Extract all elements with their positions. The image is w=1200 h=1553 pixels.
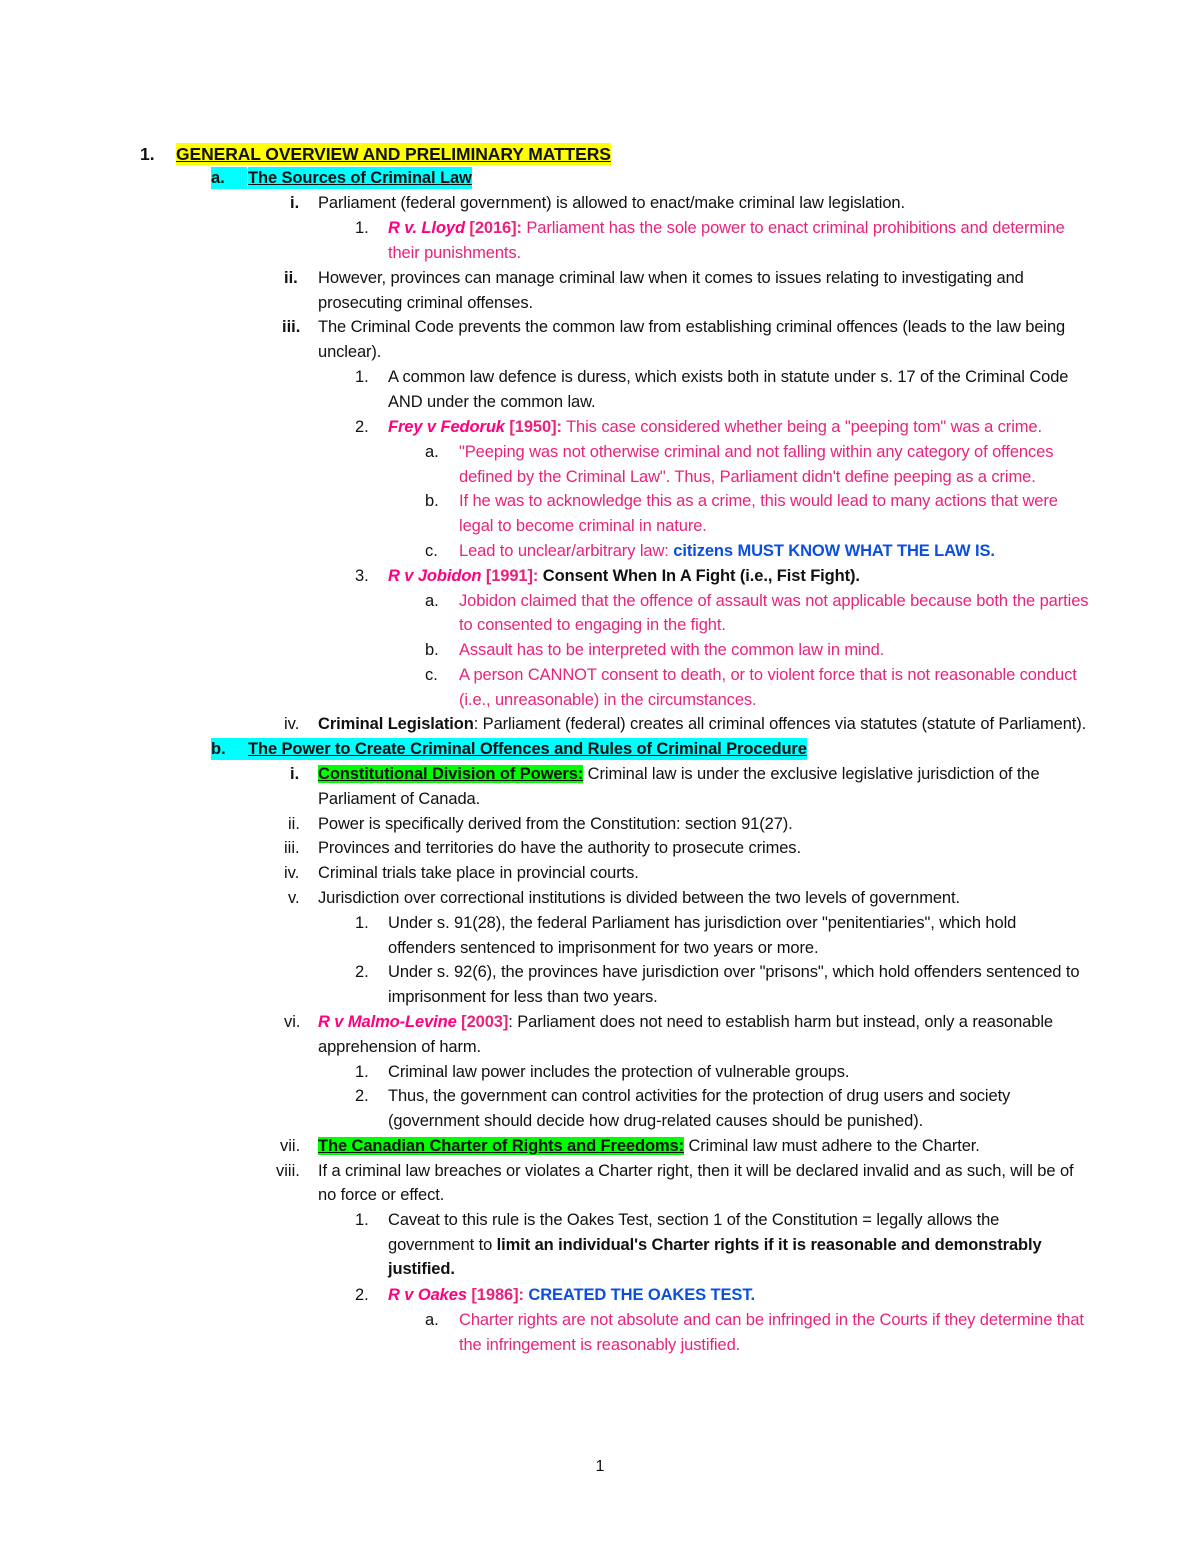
emphasis-text-cont: justified. bbox=[388, 1260, 455, 1278]
list-item-text-cont: (i.e., unreasonable) in the circumstances. bbox=[459, 691, 757, 709]
list-item-text: Jurisdiction over correctional institutions is divided between the two levels of government. bbox=[318, 889, 960, 907]
list-item-text: Caveat to this rule is the Oakes Test, section 1 of the Constitution = legally allows the bbox=[388, 1211, 1000, 1229]
emphasis-text: limit an individual's Charter rights if it is reasonable and demonstrably bbox=[496, 1236, 1042, 1254]
item-label: Constitutional Division of Powers: bbox=[318, 765, 584, 783]
item-marker: 1. bbox=[355, 368, 369, 386]
item-marker: a. bbox=[425, 443, 439, 461]
item-marker: 1. bbox=[355, 1211, 369, 1229]
list-item-text: Thus, the government can control activities for the protection of drug users and society bbox=[388, 1087, 1011, 1105]
list-item-text-cont: the infringement is reasonably justified. bbox=[459, 1336, 741, 1354]
item-marker: 2. bbox=[355, 418, 369, 436]
case-text-cont: their punishments. bbox=[388, 244, 522, 262]
list-item-text-cont: (government should decide how drug-related causes should be punished). bbox=[388, 1112, 924, 1130]
list-item-text: Criminal law must adhere to the Charter. bbox=[683, 1137, 980, 1155]
item-marker: b. bbox=[425, 492, 439, 510]
section-a-title: The Sources of Criminal Law bbox=[248, 169, 472, 187]
list-item-text-cont: legal to become criminal in nature. bbox=[459, 517, 707, 535]
item-marker: a. bbox=[425, 1311, 439, 1329]
list-item-text: Parliament (federal government) is allowed to enact/make criminal law legislation. bbox=[318, 194, 905, 212]
list-item-text: "Peeping was not otherwise criminal and not falling within any category of offences bbox=[459, 443, 1054, 461]
item-marker: viii. bbox=[276, 1162, 300, 1180]
list-item-text-cont: apprehension of harm. bbox=[318, 1038, 482, 1056]
emphasis-text: citizens MUST KNOW WHAT THE LAW IS. bbox=[673, 542, 995, 560]
item-marker: 2. bbox=[355, 963, 369, 981]
page-number: 1 bbox=[595, 1458, 605, 1475]
item-marker: iii. bbox=[284, 839, 300, 857]
item-marker: c. bbox=[425, 666, 438, 684]
item-marker: iv. bbox=[284, 715, 300, 733]
section-b-title: The Power to Create Criminal Offences and Rules of Criminal Procedure bbox=[248, 740, 807, 758]
case-name: R v. Lloyd bbox=[388, 219, 465, 237]
list-item-text-cont: Parliament of Canada. bbox=[318, 790, 481, 808]
item-marker: vii. bbox=[280, 1137, 301, 1155]
list-item-line bbox=[459, 540, 995, 562]
item-marker: iv. bbox=[284, 864, 300, 882]
item-label: Criminal Legislation bbox=[318, 715, 474, 733]
item-marker: 1. bbox=[355, 1063, 369, 1081]
list-item-line bbox=[388, 217, 1065, 239]
item-marker: ii. bbox=[288, 815, 300, 833]
list-item-line bbox=[318, 763, 1040, 785]
list-item-text: A common law defence is duress, which exists both in statute under s. 17 of the Criminal Code bbox=[388, 368, 1069, 386]
list-item-line bbox=[388, 416, 1042, 438]
case-text: Parliament has the sole power to enact criminal prohibitions and determine bbox=[526, 219, 1065, 237]
list-item-text-cont: to consented to engaging in the fight. bbox=[459, 616, 726, 634]
list-item-text: Under s. 91(28), the federal Parliament has jurisdiction over "penitentiaries", which hold bbox=[388, 914, 1017, 932]
list-item-text-cont: no force or effect. bbox=[318, 1186, 445, 1204]
list-item-text: : Parliament does not need to establish harm but instead, only a reasonable bbox=[508, 1013, 1053, 1031]
list-item-text: Lead to unclear/arbitrary law: bbox=[459, 542, 669, 560]
list-item-text: Provinces and territories do have the authority to prosecute crimes. bbox=[318, 839, 801, 857]
item-marker: c. bbox=[425, 542, 438, 560]
main-heading: GENERAL OVERVIEW AND PRELIMINARY MATTERS bbox=[176, 144, 611, 164]
list-item-text: Criminal law is under the exclusive legislative jurisdiction of the bbox=[583, 765, 1040, 783]
case-year: [2016]: bbox=[469, 219, 522, 237]
case-name: R v Malmo-Levine bbox=[318, 1013, 457, 1031]
list-item-text: Criminal law power includes the protection of vulnerable groups. bbox=[388, 1063, 850, 1081]
list-item-line bbox=[318, 1135, 980, 1157]
list-item-text-cont: imprisonment for less than two years. bbox=[388, 988, 658, 1006]
section-a-marker: a. bbox=[211, 167, 247, 189]
item-marker: a. bbox=[425, 592, 439, 610]
item-marker: ii. bbox=[284, 269, 298, 287]
case-name: R v Jobidon bbox=[388, 567, 482, 585]
heading-number: 1. bbox=[140, 144, 155, 164]
list-item-text: Jobidon claimed that the offence of assault was not applicable because both the parties bbox=[459, 592, 1089, 610]
emphasis-text: CREATED THE OAKES TEST. bbox=[528, 1286, 755, 1304]
item-label: The Canadian Charter of Rights and Freedoms: bbox=[318, 1137, 684, 1155]
item-marker: 2. bbox=[355, 1087, 369, 1105]
list-item-text: Assault has to be interpreted with the common law in mind. bbox=[459, 641, 885, 659]
list-item-line bbox=[318, 713, 1086, 735]
case-name: R v Oakes bbox=[388, 1286, 467, 1304]
case-year: [1950]: bbox=[509, 418, 562, 436]
section-b-marker: b. bbox=[211, 738, 248, 760]
list-item-text-cont: AND under the common law. bbox=[388, 393, 596, 411]
list-item-text-cont: offenders sentenced to imprisonment for two years or more. bbox=[388, 939, 819, 957]
item-marker: 2. bbox=[355, 1286, 369, 1304]
list-item-line bbox=[388, 565, 860, 587]
item-marker: i. bbox=[290, 194, 300, 212]
item-marker: 1. bbox=[355, 219, 369, 237]
list-item-text: If a criminal law breaches or violates a Charter right, then it will be declared invalid and as such, will be of bbox=[318, 1162, 1074, 1180]
list-item-text-cont: prosecuting criminal offenses. bbox=[318, 294, 533, 312]
emphasis-text: Consent When In A Fight (i.e., Fist Fight). bbox=[542, 567, 860, 585]
case-year: [1986]: bbox=[471, 1286, 524, 1304]
list-item-text: Charter rights are not absolute and can be infringed in the Courts if they determine that bbox=[459, 1311, 1084, 1329]
case-text: This case considered whether being a "peeping tom" was a crime. bbox=[566, 418, 1042, 436]
list-item-text: Under s. 92(6), the provinces have jurisdiction over "prisons", which hold offenders sentenced to bbox=[388, 963, 1080, 981]
item-marker: i. bbox=[290, 765, 300, 783]
list-item-text: The Criminal Code prevents the common law from establishing criminal offences (leads to the law being bbox=[318, 318, 1066, 336]
list-item-text: A person CANNOT consent to death, or to violent force that is not reasonable conduct bbox=[459, 666, 1077, 684]
item-marker: v. bbox=[288, 889, 300, 907]
case-name: Frey v Fedoruk bbox=[388, 418, 505, 436]
item-marker: 3. bbox=[355, 567, 369, 585]
list-item-text: government to bbox=[388, 1236, 497, 1254]
item-marker: b. bbox=[425, 641, 439, 659]
list-item-text: Power is specifically derived from the Constitution: section 91(27). bbox=[318, 815, 793, 833]
item-marker: 1. bbox=[355, 914, 369, 932]
list-item-text-cont: unclear). bbox=[318, 343, 382, 361]
list-item-text: However, provinces can manage criminal law when it comes to issues relating to investigating and bbox=[318, 269, 1024, 287]
list-item-text: Criminal trials take place in provincial courts. bbox=[318, 864, 639, 882]
list-item-line bbox=[318, 1011, 1053, 1033]
list-item-line bbox=[388, 1284, 755, 1306]
case-year: [2003] bbox=[461, 1013, 509, 1031]
item-marker: vi. bbox=[284, 1013, 301, 1031]
list-item-text-cont: defined by the Criminal Law". Thus, Parliament didn't define peeping as a crime. bbox=[459, 468, 1036, 486]
item-marker: iii. bbox=[282, 318, 301, 336]
list-item-text: If he was to acknowledge this as a crime, this would lead to many actions that were bbox=[459, 492, 1058, 510]
list-item-line bbox=[388, 1234, 1042, 1256]
case-year: [1991]: bbox=[485, 567, 539, 585]
list-item-text: : Parliament (federal) creates all criminal offences via statutes (statute of Parliament). bbox=[473, 715, 1087, 733]
